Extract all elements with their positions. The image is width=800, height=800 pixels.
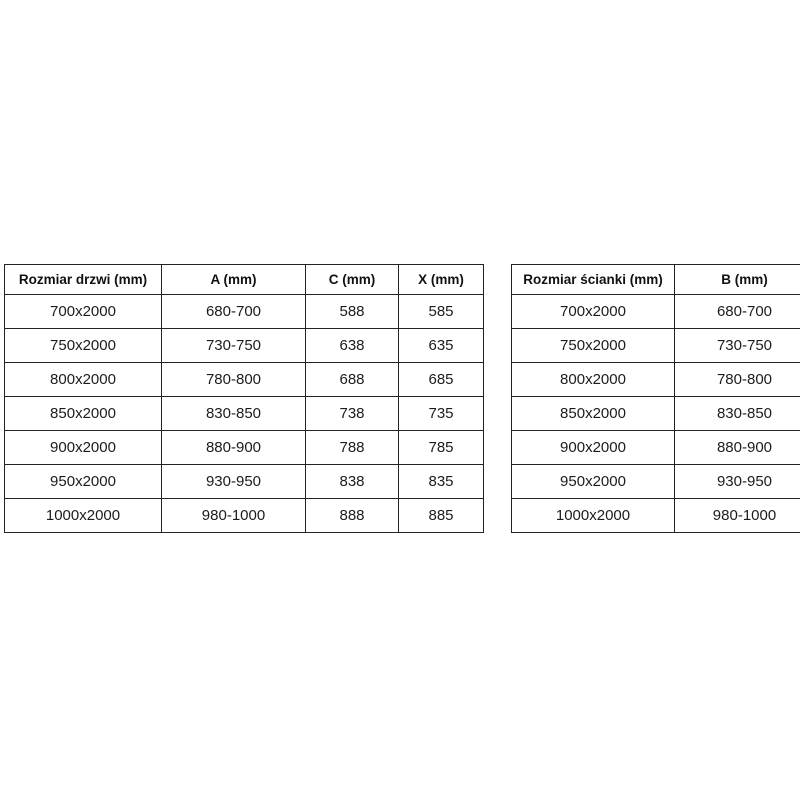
table-cell: 635	[399, 329, 484, 363]
table-cell: 830-850	[162, 397, 306, 431]
table-cell: 950x2000	[5, 465, 162, 499]
table-row	[5, 295, 484, 329]
table-cell: 700x2000	[512, 295, 675, 329]
table-cell: 850x2000	[512, 397, 675, 431]
table-cell: 700x2000	[5, 295, 162, 329]
table-row	[512, 363, 800, 397]
table-cell: 880-900	[162, 431, 306, 465]
table-row	[512, 465, 800, 499]
table-cell: 1000x2000	[512, 499, 675, 533]
header-cell: Rozmiar ścianki (mm)	[512, 265, 675, 295]
table-cell: 830-850	[675, 397, 800, 431]
table-cell: 780-800	[675, 363, 800, 397]
header-cell: B (mm)	[675, 265, 800, 295]
table-cell: 880-900	[675, 431, 800, 465]
door-size-table	[4, 264, 484, 533]
table-cell: 950x2000	[512, 465, 675, 499]
table-row	[5, 329, 484, 363]
table-cell: 588	[306, 295, 399, 329]
header-row	[5, 265, 484, 295]
header-row	[512, 265, 800, 295]
table-cell: 785	[399, 431, 484, 465]
table-cell: 780-800	[162, 363, 306, 397]
table-cell: 980-1000	[675, 499, 800, 533]
table-row	[512, 295, 800, 329]
table-row	[5, 431, 484, 465]
table-cell: 900x2000	[512, 431, 675, 465]
table-row	[512, 499, 800, 533]
table-cell: 585	[399, 295, 484, 329]
table-cell: 738	[306, 397, 399, 431]
header-cell: Rozmiar drzwi (mm)	[5, 265, 162, 295]
table-cell: 1000x2000	[5, 499, 162, 533]
wall-size-table	[511, 264, 800, 533]
table-cell: 730-750	[675, 329, 800, 363]
table-cell: 735	[399, 397, 484, 431]
header-cell: X (mm)	[399, 265, 484, 295]
table-cell: 788	[306, 431, 399, 465]
table-cell: 638	[306, 329, 399, 363]
table-row	[5, 465, 484, 499]
table-cell: 838	[306, 465, 399, 499]
table-cell: 680-700	[162, 295, 306, 329]
table-cell: 900x2000	[5, 431, 162, 465]
table-row	[5, 363, 484, 397]
header-cell: C (mm)	[306, 265, 399, 295]
table-row	[5, 397, 484, 431]
table-cell: 835	[399, 465, 484, 499]
table-cell: 800x2000	[512, 363, 675, 397]
table-cell: 980-1000	[162, 499, 306, 533]
header-cell: A (mm)	[162, 265, 306, 295]
table-cell: 850x2000	[5, 397, 162, 431]
table-row	[512, 329, 800, 363]
table-cell: 688	[306, 363, 399, 397]
table-cell: 750x2000	[512, 329, 675, 363]
table-cell: 750x2000	[5, 329, 162, 363]
table-cell: 930-950	[162, 465, 306, 499]
table-row	[512, 397, 800, 431]
table-row	[512, 431, 800, 465]
table-row	[5, 499, 484, 533]
table-cell: 685	[399, 363, 484, 397]
table-cell: 680-700	[675, 295, 800, 329]
table-cell: 888	[306, 499, 399, 533]
table-cell: 930-950	[675, 465, 800, 499]
table-cell: 800x2000	[5, 363, 162, 397]
table-cell: 885	[399, 499, 484, 533]
table-cell: 730-750	[162, 329, 306, 363]
